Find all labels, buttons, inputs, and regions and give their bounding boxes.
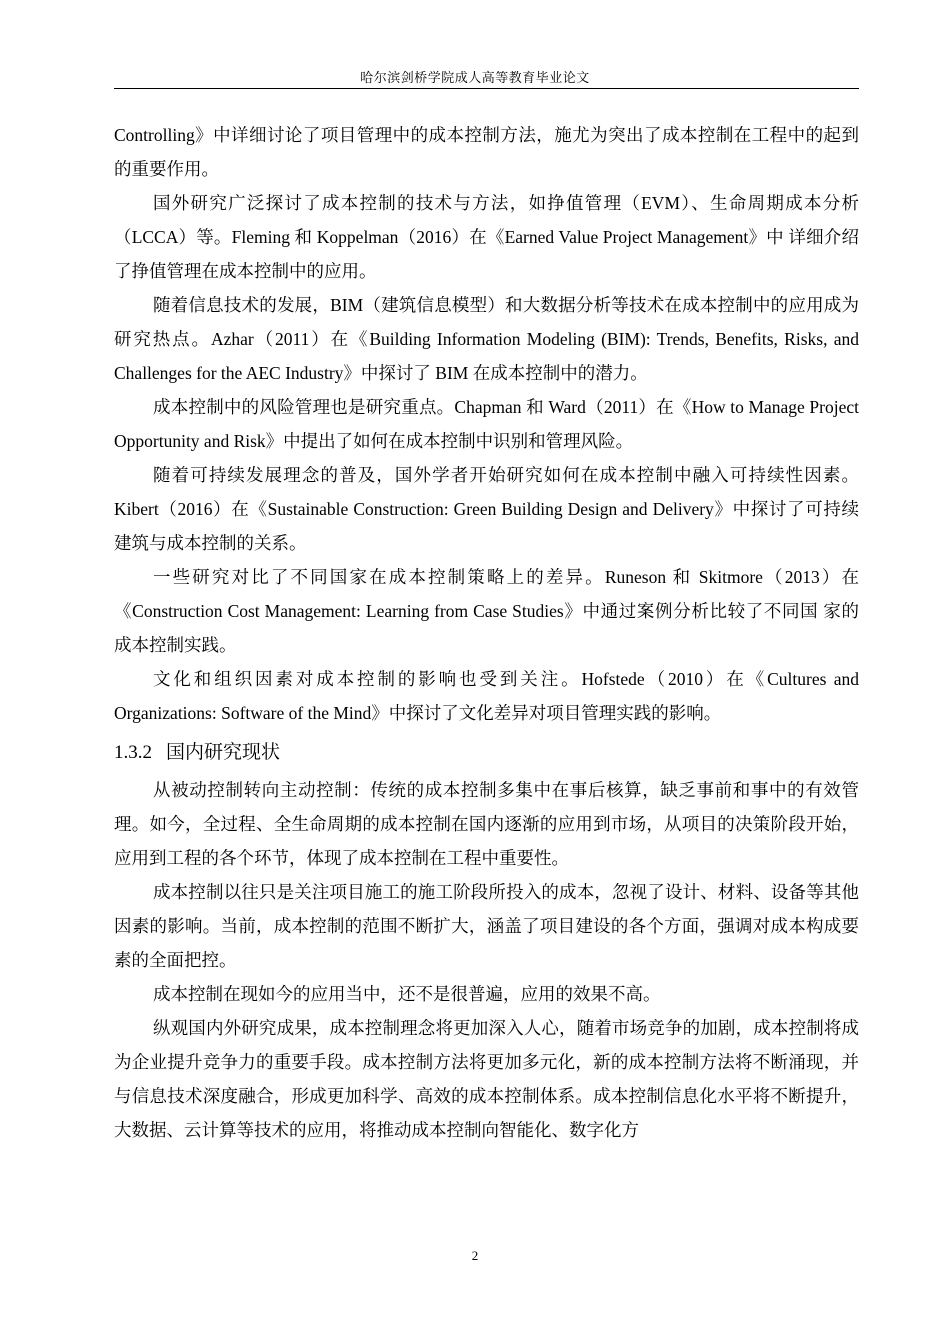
paragraph: 成本控制以往只是关注项目施工的施工阶段所投入的成本，忽视了设计、材料、设备等其他因素的影响。当前，成本控制的范围不断扩大，涵盖了项目建设的各个方面，强调对成本构成要素的全面把控。 xyxy=(114,882,859,970)
paragraph: 成本控制在现如今的应用当中，还不是很普遍，应用的效果不高。 xyxy=(153,984,661,1004)
paragraph: 成本控制中的风险管理也是研究重点。Chapman 和 Ward（2011）在《How to Manage Project Opportunity and Risk》中提出了如何在成本控制中识别和管理风险。 xyxy=(114,397,859,451)
paragraph: 随着可持续发展理念的普及，国外学者开始研究如何在成本控制中融入可持续性因素。Kibert（2016）在《Sustainable Construction: Green Building Design and Delivery》中探讨了可持续建筑与成本控制的关系。 xyxy=(114,465,859,553)
running-header: 哈尔滨剑桥学院成人高等教育毕业论文 xyxy=(360,71,590,86)
section-heading xyxy=(114,732,859,773)
paragraph: 纵观国内外研究成果，成本控制理念将更加深入人心，随着市场竞争的加剧，成本控制将成为企业提升竞争力的重要手段。成本控制方法将更加多元化，新的成本控制方法将不断涌现，并与信息技术深度融合，形成更加科学、高效的成本控制体系。成本控制信息化水平将不断提升，大数据、云计算等技术的应用，将推动成本控制向智能化、数字化方 xyxy=(114,1018,859,1140)
page-number: 2 xyxy=(471,1248,479,1263)
paragraph: 一些研究对比了不同国家在成本控制策略上的差异。Runeson 和 Skitmore（2013）在《Construction Cost Management: Learning from Case Studies》中通过案例分析比较了不同国 家的成本控制实践。 xyxy=(114,567,859,655)
body-text xyxy=(114,118,859,1147)
paragraph-continuation: Controlling》中详细讨论了项目管理中的成本控制方法，施尤为突出了成本控制在工程中的起到的重要作用。 xyxy=(114,125,859,179)
paragraph: 文化和组织因素对成本控制的影响也受到关注。Hofstede（2010）在《Cultures and Organizations: Software of the Mind》中探讨了文化差异对项目管理实践的影响。 xyxy=(114,669,859,723)
paragraph: 随着信息技术的发展，BIM（建筑信息模型）和大数据分析等技术在成本控制中的应用成为研究热点。Azhar（2011）在《Building Information Modeling (BIM): Trends, Benefits, Risks, and Challenges for the AEC Industry》中探讨了 BIM 在成本控制中的潜力。 xyxy=(114,295,859,383)
paragraph: 国外研究广泛探讨了成本控制的技术与方法，如挣值管理（EVM）、生命周期成本分析（LCCA）等。Fleming 和 Koppelman（2016）在《Earned Value Project Management》中 详细介绍了挣值管理在成本控制中的应用。 xyxy=(114,193,859,281)
section-number: 1.3.2 xyxy=(114,742,152,763)
header-rule xyxy=(114,88,859,89)
section-title: 国内研究现状 xyxy=(166,741,281,763)
paragraph: 从被动控制转向主动控制：传统的成本控制多集中在事后核算，缺乏事前和事中的有效管理。如今，全过程、全生命周期的成本控制在国内逐渐的应用到市场，从项目的决策阶段开始，应用到工程的各个环节，体现了成本控制在工程中重要性。 xyxy=(114,780,859,868)
